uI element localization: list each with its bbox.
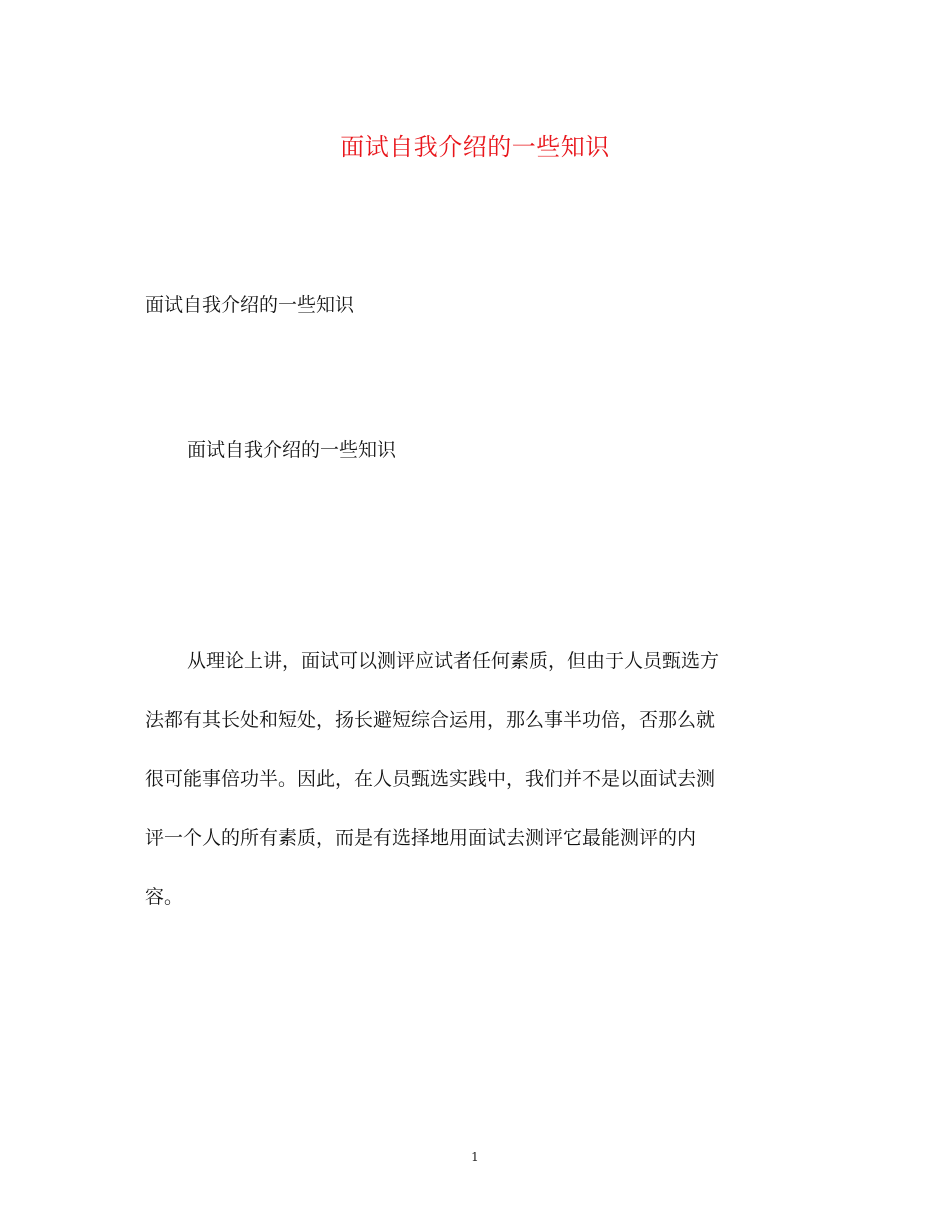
body-line: 很可能事倍功半。因此，在人员甄选实践中，我们并不是以面试去测: [145, 768, 716, 790]
body-line: 从理论上讲，面试可以测评应试者任何素质，但由于人员甄选方: [187, 650, 720, 672]
document-title: 面试自我介绍的一些知识: [340, 133, 610, 161]
body-paragraph: [145, 646, 805, 941]
body-line: 法都有其长处和短处，扬长避短综合运用，那么事半功倍，否那么就: [145, 709, 716, 731]
section-heading: 面试自我介绍的一些知识: [145, 294, 355, 316]
body-line: 容。: [145, 886, 184, 908]
section-subheading: 面试自我介绍的一些知识: [187, 439, 397, 461]
page-number: 1: [471, 1150, 479, 1164]
body-line: 评一个人的所有素质，而是有选择地用面试去测评它最能测评的内: [145, 827, 697, 849]
